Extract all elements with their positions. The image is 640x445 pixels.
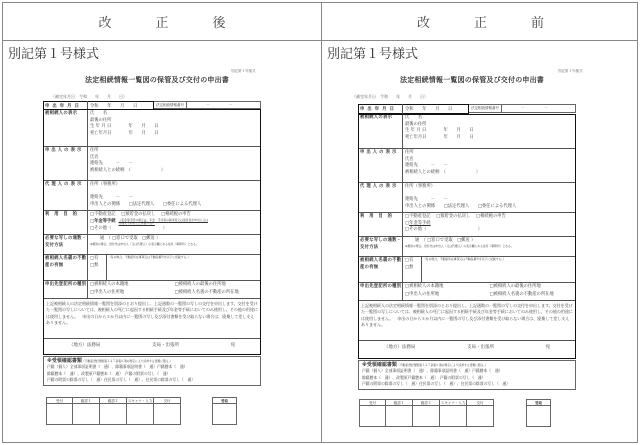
form-label-before: 別記第１号様式 [327,47,419,62]
comparison-table [2,2,638,443]
stamp-box: 受付 [359,399,386,427]
application-form-before [322,3,639,444]
stamp-box: 確認１ [73,397,100,425]
stamp-box: 交付 [467,399,494,427]
application-form-after [3,3,321,444]
signature-row: （地方）法務局 支局・出張所 宛 [43,338,261,355]
form-tag: 別記第１号様式 [231,69,256,73]
date-row: 申 出 年 月 日 令和 年 月 日 [45,104,138,109]
verification-box: ※受領確認書類（不動産登記規則第２４７条第６項の規定により返却する書類に限る。） 戸籍（個人）全部事項証明書（ 通）、除籍事項証明書（ 通）戸籍謄本（ 通） 除籍謄本（ 通）、改製原戸籍謄本（ 通） 戸籍の附票の写し（ 通） 戸籍の附票の除票の写し（ 通）住民票の写し（ 通）、住民票の除票の写し（ 通） [43,356,261,386]
form-tag: 別記第１号様式 [558,69,583,73]
purpose-section: 利 用 目 的 □ 不動産登記 □ 預貯金の払戻し □ 相続税の申告 □ 年金等手続 （年金等手続の場合は、年金・手当等の請求者又は受給者が申出人又は代理人であることを要する） □ その他（ ） [43,210,261,234]
stamp-box: 確認１ [386,399,413,427]
info-number-box: 法定相続情報番号 － － [154,101,261,109]
column-heading-before: 改 正 前 [416,16,545,31]
copies-section: 必要な写しの通数・交付方法 通 （ □窓口で受取 □郵送 ） ※郵送の場合、送付先は申出人（又は代理人）の表示欄にある住所（事務所）となる。 [43,234,261,254]
form-title: 法定相続情報一覧図の保管及び交付の申出書 [400,76,544,84]
stamp-box: 交付 [154,397,181,425]
deceased-section: 被相続人の表示 氏 名 最後の住所 生 年 月 日 年 月 日 死亡年月日 年 月 日 [358,114,576,148]
form-label-after: 別記第１号様式 [8,47,100,62]
supplement-date: （補完年月日 令和 年 月 日） [352,94,428,99]
property-section: 被相続人名義の不動産の有無 □ 有 □ 無 （有の場合、不動産所在事項又は不動産番号を以下に記載する。） [358,256,576,282]
declaration-text: 上記被相続人の法定相続情報一覧図を別添のとおり提出し、上記通数の一覧図の写しの交付を申出します。交付を受けた一覧図の写しについては、被相続人の死亡に起因する相続手続及び年金等手続においてのみ使用し、その他の用途には使用しません。 申出の日から３か月以内に一覧図の写し及び添付書類を受け取らない場合は、廃棄して差し支えありません。 [43,298,261,338]
stamp-box: 受付 [46,397,73,425]
registry-section: 申出先登記所の種別 □ 被相続人の本籍地 □ 被相続人の最後の住所地 □ 申出人の住所地 □ 被相続人名義の不動産の所在地 [43,280,261,298]
stamp-boxes [46,397,181,425]
form-title: 法定相続情報一覧図の保管及び交付の申出書 [85,76,229,84]
property-section: 被相続人名義の不動産の有無 □ 有 □ 無 （有の場合、不動産所在事項又は不動産番号を以下に記載する。） [43,254,261,280]
agent-section: 代 理 人 の 表 示 住所（事務所） 連絡先 － － 申出人との関係 □ 法定代理人 □ 委任による代理人 [358,182,576,212]
verification-box: ※受領確認書類（不動産登記規則第２４７条第６項の規定により返却する書類に限る。） 戸籍（個人）全部事項証明書（ 通）、除籍事項証明書（ 通）戸籍謄本（ 通） 除籍謄本（ 通）、改製原戸籍謄本（ 通） 戸籍の附票の写し（ 通） 戸籍の附票の除票の写し（ 通）住民票の写し（ 通）、住民票の除票の写し（ 通） [358,360,576,390]
stamp-box: 確認２ [100,397,127,425]
signature-row: （地方）法務局 支局・出張所 宛 [358,340,576,359]
copies-section: 必要な写しの通数・交付方法 通 （ □窓口で受取 □郵送 ） ※郵送の場合、送付先は申出人（又は代理人）の表示欄にある住所（事務所）となる。 [358,236,576,256]
purpose-section: 利 用 目 的 □ 不動産登記 □ 預貯金の払戻し □ 相続税の申告 □ 年金等手続 □ その他（ ） [358,212,576,236]
registry-section: 申出先登記所の種別 □ 被相続人の本籍地 □ 被相続人の最後の住所地 □ 申出人の住所地 □ 被相続人名義の不動産の所在地 [358,282,576,300]
receipt-box: 受取 [212,397,237,425]
info-number-box: 法定相続情報番号 － － [469,104,576,113]
applicant-section: 申 出 人 の 表 示 住所 氏名 連絡先 － － 被相続人との続柄 （ ） [358,148,576,182]
deceased-section: 被相続人の表示 氏 名 最後の住所 生 年 月 日 年 月 日 死亡年月日 年 月 日 [43,110,261,146]
applicant-section: 申 出 人 の 表 示 住所 氏名 連絡先 － － 被相続人との続柄 （ ） [43,146,261,180]
declaration-text: 上記被相続人の法定相続情報一覧図を別添のとおり提出し、上記通数の一覧図の写しの交付を申出します。交付を受けた一覧図の写しについては、被相続人の死亡に起因する相続手続及び年金等手続においてのみ使用し、その他の用途には使用しません。 申出の日から３か月以内に一覧図の写し及び添付書類を受け取らない場合は、廃棄して差し支えありません。 [358,300,576,340]
stamp-box: スキャナ・入力 [440,399,467,427]
receipt-box: 受取 [526,399,551,427]
stamp-boxes [359,399,494,427]
agent-section: 代 理 人 の 表 示 住所（事務所） 連絡先 － － 申出人との関係 □ 法定代理人 □ 委任による代理人 [43,180,261,210]
supplement-date: （補完年月日 令和 年 月 日） [51,94,127,99]
column-heading-after: 改 正 後 [98,16,226,31]
stamp-box: 確認２ [413,399,440,427]
date-row: 申 出 年 月 日 令和 年 月 日 [360,107,453,112]
stamp-box: スキャナ・入力 [127,397,154,425]
